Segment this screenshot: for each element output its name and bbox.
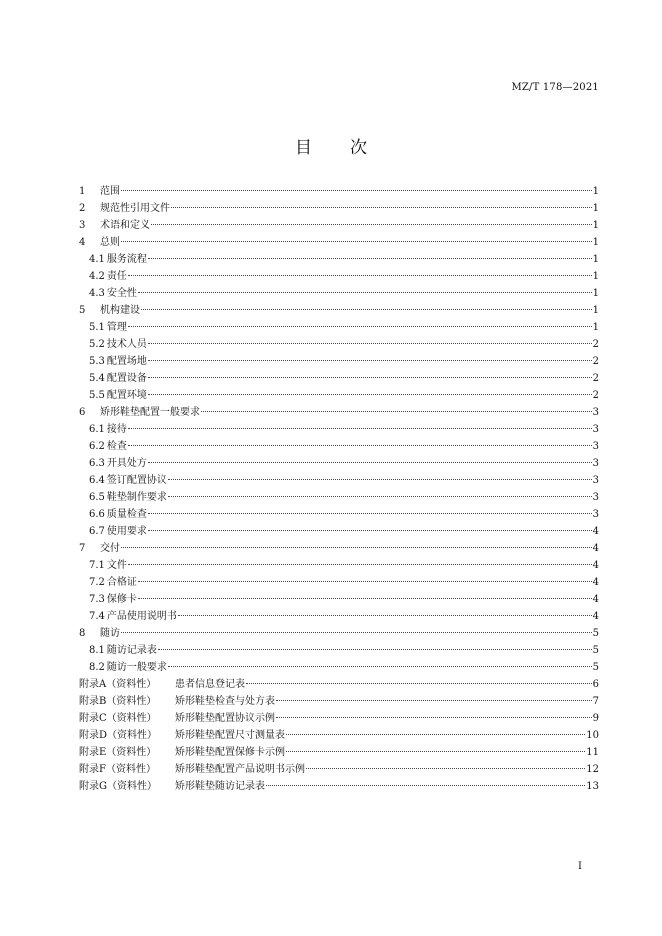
- toc-entry[interactable]: [79, 574, 599, 591]
- toc-entry-number: 6.2: [89, 441, 105, 452]
- toc-entry[interactable]: [79, 404, 599, 421]
- toc-entry[interactable]: [79, 676, 599, 693]
- standard-number: MZ/T 178—2021: [511, 82, 599, 93]
- toc-entry-number: 6.6: [89, 509, 105, 520]
- toc-page-number: 4: [592, 611, 599, 622]
- toc-leader-dots: [148, 394, 592, 395]
- toc-page-number: 1: [592, 237, 599, 248]
- toc-leader-dots: [266, 785, 585, 786]
- page-folio: I: [578, 861, 582, 872]
- toc-entry-number: 4.1: [89, 254, 105, 265]
- toc-entry-label: 交付: [100, 543, 120, 554]
- toc-entry-number: 5.1: [89, 322, 105, 333]
- toc-entry-number: 7: [79, 543, 86, 554]
- toc-entry-number: 6.5: [89, 492, 105, 503]
- toc-entry-label: 开具处方: [106, 458, 147, 469]
- toc-leader-dots: [286, 751, 585, 752]
- toc-page-number: 4: [592, 543, 599, 554]
- toc-entry[interactable]: [79, 370, 599, 387]
- toc-page-number: 11: [586, 747, 599, 758]
- toc-entry-label: 产品使用说明书: [106, 611, 177, 622]
- toc-entry-number: 2: [79, 203, 86, 214]
- toc-entry-number: 1: [79, 186, 86, 197]
- toc-entry-label: 术语和定义: [100, 220, 150, 231]
- toc-page-number: 4: [592, 577, 599, 588]
- toc-entry[interactable]: [79, 319, 599, 336]
- toc-entry-number: 7.2: [89, 577, 105, 588]
- toc-leader-dots: [148, 360, 592, 361]
- toc-entry-label: 合格证: [106, 577, 137, 588]
- toc-entry[interactable]: [79, 608, 599, 625]
- toc-leader-dots: [168, 666, 592, 667]
- toc-entry-number: 6: [79, 407, 86, 418]
- toc-entry[interactable]: [79, 523, 599, 540]
- toc-entry-label: 矫形鞋垫随访记录表: [175, 781, 265, 792]
- toc-entry-number: 7.1: [89, 560, 105, 571]
- toc-entry-label: 检查: [106, 441, 127, 452]
- toc-entry[interactable]: [79, 234, 599, 251]
- toc-appendix-tag: 附录D（资料性）: [79, 730, 158, 741]
- toc-entry[interactable]: [79, 353, 599, 370]
- toc-leader-dots: [128, 326, 592, 327]
- toc-page-number: 3: [592, 458, 599, 469]
- toc-entry-label: 保修卡: [106, 594, 137, 605]
- toc-entry[interactable]: [79, 421, 599, 438]
- toc-entry-label: 安全性: [106, 288, 137, 299]
- toc-entry-number: 5: [79, 305, 86, 316]
- toc-leader-dots: [148, 513, 592, 514]
- toc-entry-number: 6.4: [89, 475, 105, 486]
- toc-entry[interactable]: [79, 489, 599, 506]
- toc-page-number: 3: [592, 492, 599, 503]
- toc-entry-label: 服务流程: [106, 254, 147, 265]
- toc-page-number: 2: [592, 390, 599, 401]
- toc-entry[interactable]: [79, 183, 599, 200]
- toc-entry[interactable]: [79, 557, 599, 574]
- toc-page-number: 4: [592, 594, 599, 605]
- toc-entry-number: 6.7: [89, 526, 105, 537]
- toc-leader-dots: [121, 241, 592, 242]
- toc-entry-number: 8.2: [89, 662, 105, 673]
- toc-leader-dots: [276, 700, 592, 701]
- toc-entry-number: 4.3: [89, 288, 105, 299]
- page-title: 目次: [295, 138, 405, 158]
- toc-entry-label: 鞋垫制作要求: [106, 492, 167, 503]
- toc-entry[interactable]: [79, 693, 599, 710]
- toc-entry-number: 6.3: [89, 458, 105, 469]
- toc-entry-label: 技术人员: [106, 339, 147, 350]
- toc-page-number: 3: [592, 475, 599, 486]
- toc-page-number: 4: [592, 526, 599, 537]
- toc-entry-label: 规范性引用文件: [100, 203, 170, 214]
- toc-entry-label: 矫形鞋垫配置保修卡示例: [175, 747, 285, 758]
- toc-entry-label: 患者信息登记表: [175, 679, 245, 690]
- toc-entry[interactable]: [79, 591, 599, 608]
- toc-leader-dots: [141, 309, 592, 310]
- toc-page-number: 6: [592, 679, 599, 690]
- toc-entry-label: 总则: [100, 237, 120, 248]
- toc-entry-label: 配置环境: [106, 390, 147, 401]
- toc-entry-label: 矫形鞋垫检查与处方表: [175, 696, 275, 707]
- toc-leader-dots: [306, 768, 585, 769]
- toc-leader-dots: [121, 632, 592, 633]
- toc-entry[interactable]: [79, 642, 599, 659]
- toc-entry[interactable]: [79, 625, 599, 642]
- toc-page-number: 3: [592, 509, 599, 520]
- toc-leader-dots: [158, 649, 592, 650]
- toc-page-number: 2: [592, 339, 599, 350]
- toc-entry-label: 矫形鞋垫配置尺寸测量表: [175, 730, 285, 741]
- toc-page-number: 5: [592, 645, 599, 656]
- toc-entry-number: 7.4: [89, 611, 105, 622]
- toc-entry[interactable]: [79, 302, 599, 319]
- toc-leader-dots: [121, 547, 592, 548]
- toc-entry[interactable]: [79, 387, 599, 404]
- toc-appendix-tag: 附录B（资料性）: [79, 696, 157, 707]
- toc-leader-dots: [128, 445, 592, 446]
- toc-leader-dots: [178, 615, 592, 616]
- toc-appendix-tag: 附录F（资料性）: [79, 764, 156, 775]
- toc-entry-number: 5.2: [89, 339, 105, 350]
- toc-page-number: 1: [592, 271, 599, 282]
- toc-page-number: 3: [592, 441, 599, 452]
- toc-page-number: 10: [586, 730, 599, 741]
- toc-entry-label: 文件: [106, 560, 127, 571]
- toc-entry[interactable]: [79, 217, 599, 234]
- toc-leader-dots: [201, 411, 592, 412]
- toc-entry-number: 8.1: [89, 645, 105, 656]
- toc-entry-number: 3: [79, 220, 86, 231]
- toc-entry-label: 使用要求: [106, 526, 147, 537]
- toc-leader-dots: [148, 343, 592, 344]
- toc-leader-dots: [171, 207, 592, 208]
- toc-leader-dots: [138, 581, 592, 582]
- toc-entry-label: 随访一般要求: [106, 662, 167, 673]
- toc-page-number: 1: [592, 288, 599, 299]
- toc-entry-number: 7.3: [89, 594, 105, 605]
- toc-entry-label: 矫形鞋垫配置一般要求: [100, 407, 200, 418]
- toc-leader-dots: [138, 292, 592, 293]
- toc-entry-label: 配置设备: [106, 373, 147, 384]
- toc-entry[interactable]: [79, 268, 599, 285]
- toc-entry[interactable]: [79, 540, 599, 557]
- toc-entry[interactable]: [79, 455, 599, 472]
- toc-entry-number: 6.1: [89, 424, 105, 435]
- toc-page-number: 4: [592, 560, 599, 571]
- toc-entry-number: 4: [79, 237, 86, 248]
- toc-leader-dots: [128, 564, 592, 565]
- toc-leader-dots: [148, 530, 592, 531]
- toc-entry-label: 矫形鞋垫配置协议示例: [175, 713, 275, 724]
- toc-leader-dots: [138, 598, 592, 599]
- toc-leader-dots: [148, 258, 592, 259]
- toc-leader-dots: [151, 224, 592, 225]
- toc-page-number: 1: [592, 322, 599, 333]
- toc-entry[interactable]: [79, 727, 599, 744]
- toc-leader-dots: [128, 428, 592, 429]
- toc-entry-label: 随访记录表: [106, 645, 157, 656]
- toc-page-number: 1: [592, 254, 599, 265]
- toc-leader-dots: [148, 377, 592, 378]
- toc-entry[interactable]: [79, 472, 599, 489]
- toc-leader-dots: [148, 462, 592, 463]
- toc-entry-number: 5.3: [89, 356, 105, 367]
- toc-page-number: 13: [586, 781, 599, 792]
- toc-page-number: 1: [592, 305, 599, 316]
- toc-leader-dots: [286, 734, 585, 735]
- toc-appendix-tag: 附录E（资料性）: [79, 747, 157, 758]
- toc-entry-label: 范围: [100, 186, 120, 197]
- toc-leader-dots: [276, 717, 592, 718]
- toc-leader-dots: [168, 496, 592, 497]
- toc-page-number: 2: [592, 356, 599, 367]
- toc-entry[interactable]: [79, 778, 599, 795]
- toc-entry[interactable]: [79, 506, 599, 523]
- toc-leader-dots: [168, 479, 592, 480]
- toc-entry-label: 管理: [106, 322, 127, 333]
- toc-entry-number: 5.4: [89, 373, 105, 384]
- toc-page-number: 1: [592, 203, 599, 214]
- toc-entry[interactable]: [79, 761, 599, 778]
- toc-page-number: 1: [592, 186, 599, 197]
- toc-leader-dots: [128, 275, 592, 276]
- toc-appendix-tag: 附录C（资料性）: [79, 713, 157, 724]
- toc-appendix-tag: 附录A（资料性）: [79, 679, 157, 690]
- toc-entry-label: 配置场地: [106, 356, 147, 367]
- toc-page-number: 12: [586, 764, 599, 775]
- toc-entry[interactable]: [79, 200, 599, 217]
- toc-appendix-tag: 附录G（资料性）: [79, 781, 157, 792]
- toc-page-number: 3: [592, 424, 599, 435]
- toc-entry-label: 质量检查: [106, 509, 147, 520]
- toc-entry-number: 8: [79, 628, 86, 639]
- toc-entry[interactable]: [79, 285, 599, 302]
- toc-entry-label: 责任: [106, 271, 127, 282]
- toc-page-number: 9: [592, 713, 599, 724]
- toc-entry[interactable]: [79, 659, 599, 676]
- toc-entry[interactable]: [79, 438, 599, 455]
- toc-leader-dots: [246, 683, 592, 684]
- toc-entry-number: 4.2: [89, 271, 105, 282]
- toc-entry-label: 机构建设: [100, 305, 140, 316]
- toc-entry[interactable]: [79, 336, 599, 353]
- toc-entry-label: 签订配置协议: [106, 475, 167, 486]
- toc-entry-label: 矫形鞋垫配置产品说明书示例: [175, 764, 305, 775]
- toc-entry-label: 随访: [100, 628, 120, 639]
- toc-page-number: 5: [592, 662, 599, 673]
- table-of-contents: [79, 183, 599, 795]
- toc-entry-label: 接待: [106, 424, 127, 435]
- toc-page-number: 3: [592, 407, 599, 418]
- toc-entry[interactable]: [79, 744, 599, 761]
- toc-entry[interactable]: [79, 710, 599, 727]
- toc-entry-number: 5.5: [89, 390, 105, 401]
- toc-entry[interactable]: [79, 251, 599, 268]
- toc-page-number: 7: [592, 696, 599, 707]
- toc-page-number: 1: [592, 220, 599, 231]
- toc-page-number: 2: [592, 373, 599, 384]
- toc-page-number: 5: [592, 628, 599, 639]
- toc-leader-dots: [121, 190, 592, 191]
